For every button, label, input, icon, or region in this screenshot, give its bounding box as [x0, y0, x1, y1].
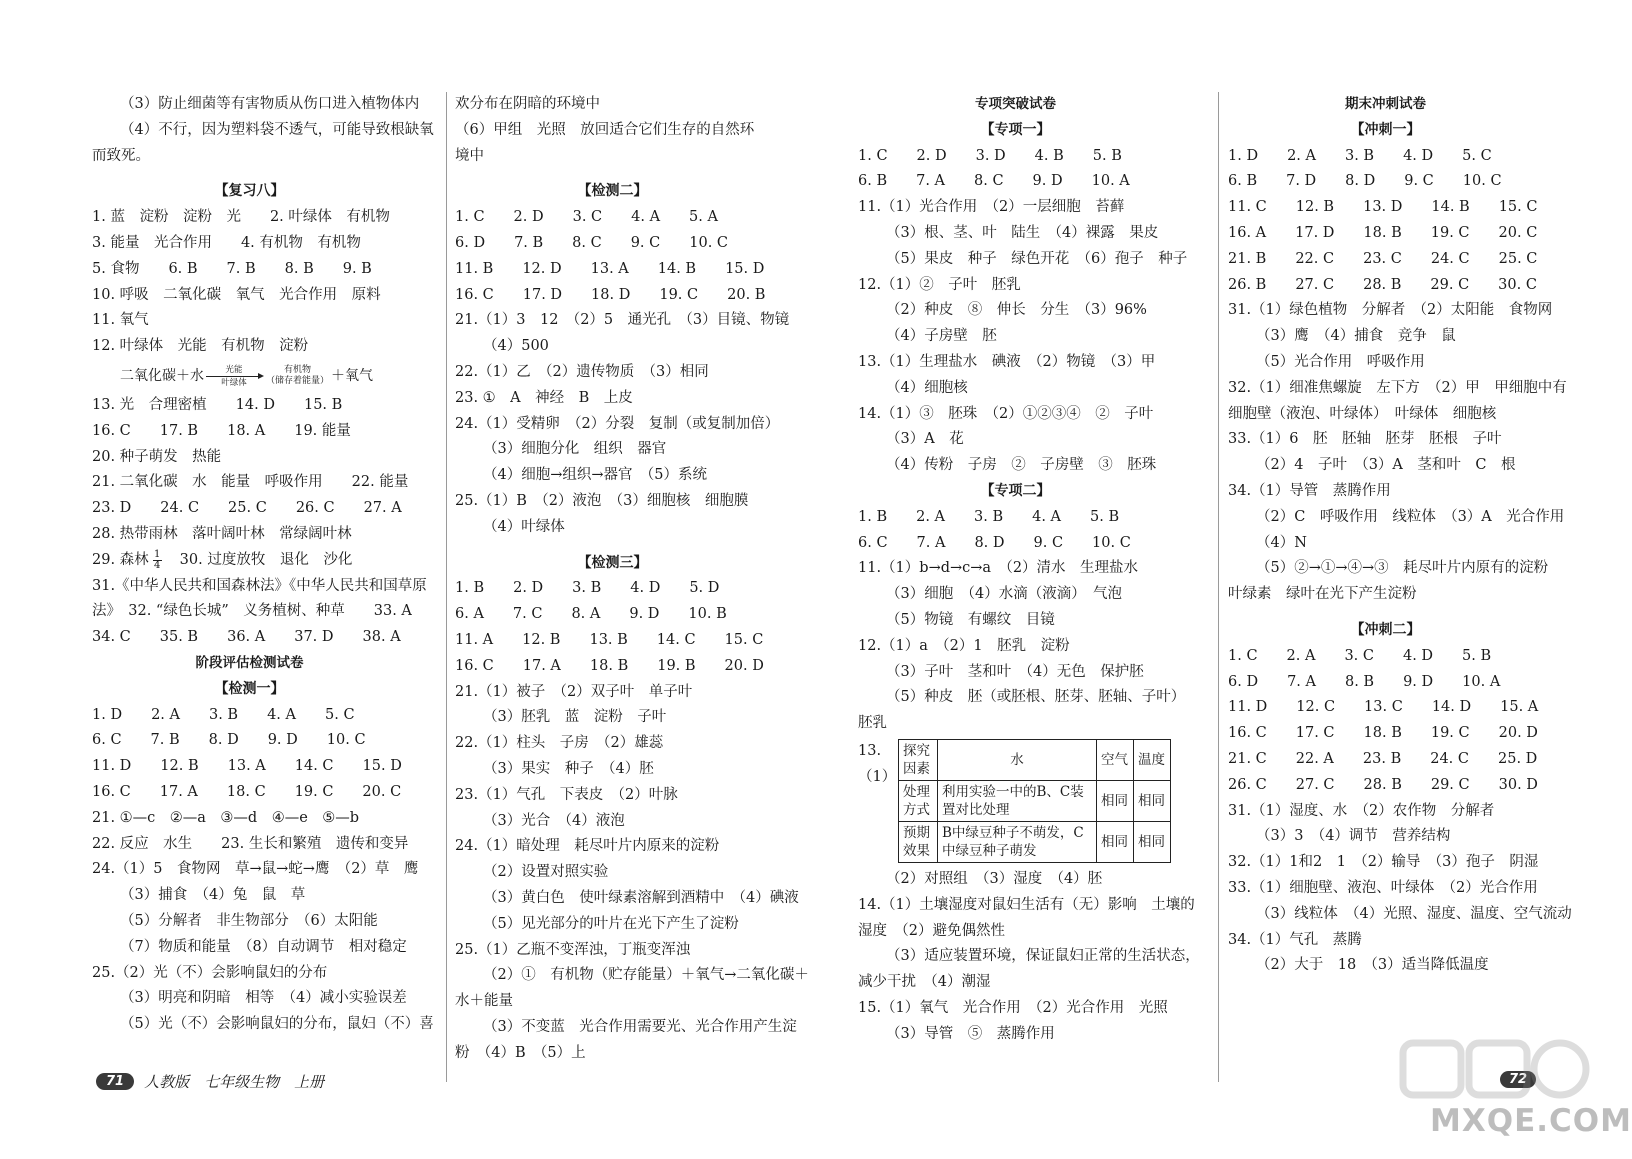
answer-line: （5）见光部分的叶片在光下产生了淀粉	[483, 915, 739, 932]
answer-line: （4）N	[1256, 534, 1307, 551]
answer-line: 粉 （4）B （5）上	[455, 1044, 586, 1061]
answer-line: 26. C 27. C 28. B 29. C 30. D	[1228, 776, 1538, 793]
answer-block	[92, 393, 437, 548]
formula-reactants: 二氧化碳＋水	[120, 367, 204, 384]
answer-line: （3）导管 ⑤ 蒸腾作用	[886, 1025, 1055, 1042]
answer-line: 31.《中华人民共和国森林法》《中华人民共和国草原	[92, 577, 427, 594]
answer-line: 22.（1）柱头 子房 （2）雄蕊	[455, 735, 664, 752]
fraction-denominator: 4	[153, 560, 161, 572]
answer-line: 16. C 17. D 18. D 19. C 20. B	[455, 286, 766, 303]
answer-line: 13. 光 合理密植 14. D 15. B	[92, 396, 343, 413]
table-header-cell: 探究因素	[899, 739, 938, 780]
answer-block	[1228, 824, 1573, 850]
table-cell: B中绿豆种子不萌发，C中绿豆种子萌发	[938, 821, 1097, 862]
answer-line: 34. C 35. B 36. A 37. D 38. A	[92, 629, 401, 646]
page-number-left: 71	[96, 1073, 134, 1090]
answer-block	[455, 757, 800, 783]
answer-line: 22. 反应 水生 23. 生长和繁殖 遗传和变异	[92, 835, 409, 852]
page-number-right: 72	[1500, 1071, 1536, 1088]
answer-block	[92, 92, 437, 169]
answer-line: （3）捕食 （4）兔 鼠 草	[120, 887, 306, 904]
photosynthesis-formula	[92, 360, 437, 393]
formula-product	[266, 365, 329, 387]
answer-line: 胚乳	[858, 715, 887, 732]
answer-line: （5）果皮 种子 绿色开花 （6）孢子 种子	[886, 250, 1188, 267]
answer-line: 11. A 12. B 13. B 14. C 15. C	[455, 631, 764, 648]
answer-block	[858, 582, 1203, 634]
page-footer	[96, 1071, 324, 1092]
section-title-special1: 【专项一】	[980, 121, 1051, 138]
answer-block	[455, 783, 800, 809]
section-title-test2: 【检测二】	[577, 183, 648, 200]
table-cell: 利用实验一中的B、C装置对比处理	[938, 780, 1097, 821]
answer-line: （4）叶绿体	[483, 518, 565, 535]
answer-line: 16. C 17. A 18. C 19. C 20. C	[92, 783, 402, 800]
answer-block	[858, 350, 1203, 376]
answer-block	[455, 1015, 800, 1041]
answer-block	[858, 376, 1203, 402]
answer-line: 16. A 17. D 18. B 19. C 20. C	[1228, 224, 1538, 241]
answer-line: 1. C 2. D 3. C 4. A 5. A	[455, 209, 718, 226]
answer-line: （4）细胞核	[886, 379, 968, 396]
experiment-table	[898, 739, 1171, 863]
answer-block	[1228, 902, 1573, 928]
answer-line: 1. D 2. A 3. B 4. D 5. C	[1228, 147, 1492, 164]
answer-line: 6. B 7. D 8. D 9. C 10. C	[1228, 173, 1502, 190]
answer-line: 21. ①—c ②—a ③—d ④—e ⑤—b	[92, 809, 360, 826]
answer-block	[455, 437, 800, 489]
answer-line: 13.（1）生理盐水 碘液 （2）物镜 （3）甲	[858, 353, 1156, 370]
answer-block	[1228, 324, 1573, 376]
answer-block	[1228, 644, 1573, 825]
answer-block	[1228, 144, 1573, 325]
table-row	[899, 821, 1171, 862]
answer-block	[858, 711, 1203, 737]
answer-line: （3）防止细菌等有害物质从伤口进入植物体内	[120, 96, 420, 112]
answer-line: 湿度 （2）避免偶然性	[858, 922, 1005, 939]
answer-block	[455, 834, 800, 860]
table-row	[899, 780, 1171, 821]
table-cell: 相同	[1134, 821, 1171, 862]
answer-line: 1. C 2. A 3. C 4. D 5. B	[1228, 647, 1492, 664]
answer-line: 1. D 2. A 3. B 4. A 5. C	[92, 706, 355, 723]
answer-line: 21. 二氧化碳 水 能量 呼吸作用 22. 能量	[92, 474, 409, 491]
answer-block	[455, 1041, 800, 1067]
answer-block	[1228, 453, 1573, 479]
answer-block	[1228, 582, 1573, 608]
answer-line: 12.（1）a （2）1 胚乳 淀粉	[858, 637, 1070, 654]
answer-block	[1228, 505, 1573, 582]
answer-line: （3）果实 种子 （4）胚	[483, 760, 654, 777]
section-title-sprint1: 【冲刺一】	[1350, 121, 1421, 138]
answer-column-2	[455, 92, 809, 1066]
answer-line: 1. B 2. D 3. B 4. D 5. D	[455, 580, 720, 597]
formula-arrow	[206, 365, 262, 388]
answer-line: 32.（1）1和2 1 （2）输导 （3）孢子 阴湿	[1228, 854, 1539, 871]
answer-line: （3）明亮和阴暗 相等 （4）减小实验误差	[120, 990, 407, 1007]
answer-line: 23.（1）气孔 下表皮 （2）叶脉	[455, 786, 678, 803]
section-title-review8: 【复习八】	[214, 183, 285, 200]
answer-line: （2）种皮 ⑧ 伸长 分生 （3）96%	[886, 302, 1147, 319]
table-cell: 相同	[1134, 780, 1171, 821]
special-test-title: 专项突破试卷	[975, 96, 1056, 112]
answer-line: 31.（1）绿色植物 分解者 （2）太阳能 食物网	[1228, 302, 1553, 319]
formula-product-top: 有机物	[284, 365, 312, 376]
answer-line: 24.（1）暗处理 耗尽叶片内原来的淀粉	[455, 838, 720, 855]
answer-block	[92, 883, 437, 960]
answer-block	[858, 970, 1203, 1022]
answer-line: （2）① 有机物（贮存能量）＋氧气→二氧化碳＋	[483, 967, 809, 984]
answer-line: （4）500	[483, 338, 549, 355]
table-header-cell: 水	[938, 739, 1097, 780]
answer-line: 22.（1）乙 （2）遗传物质 （3）相同	[455, 363, 709, 380]
answer-line: （3）子叶 茎和叶 （4）无色 保护胚	[886, 663, 1144, 680]
answer-line: （3）线粒体 （4）光照、湿度、温度、空气流动	[1256, 905, 1572, 922]
answer-line: （2）4 子叶 （3）A 茎和叶 C 根	[1256, 457, 1516, 474]
section-title-test3: 【检测三】	[577, 554, 648, 571]
answer-block	[455, 731, 800, 757]
answer-line: 31.（1）湿度、水 （2）农作物 分解者	[1228, 802, 1495, 819]
answer-line: 10. 呼吸 二氧化碳 氧气 光合作用 原料	[92, 286, 381, 303]
answer-line: 21.（1）3 12 （2）5 通光孔 （3）目镜、物镜	[455, 312, 790, 329]
answer-line: （3）黄白色 使叶绿素溶解到酒精中 （4）碘液	[483, 889, 799, 906]
answer-line: （3）细胞 （4）水滴（液滴） 气泡	[886, 586, 1122, 603]
answer-line: 16. C 17. C 18. B 19. C 20. D	[1228, 725, 1538, 742]
answer-line: 1. 蓝 淀粉 淀粉 光 2. 叶绿体 有机物	[92, 209, 390, 226]
formula-oxygen: ＋氧气	[331, 367, 374, 384]
answer-line: （6）甲组 光照 放回适合它们生存的自然环	[455, 121, 755, 138]
answer-block	[92, 703, 437, 884]
answer-line: 12. 叶绿体 光能 有机物 淀粉	[92, 338, 309, 355]
book-title: 人教版 七年级生物 上册	[144, 1073, 325, 1091]
answer-line: 5. 食物 6. B 7. B 8. B 9. B	[92, 260, 372, 277]
answer-block	[858, 298, 1203, 350]
answer-line: 11. 氧气	[92, 312, 149, 329]
answer-line: （5）光（不）会影响鼠妇的分布，鼠妇（不）喜	[120, 1016, 434, 1033]
answer-block	[858, 221, 1203, 273]
formula-product-bottom: （储存着能量）	[266, 376, 330, 387]
answer-block	[1228, 376, 1573, 453]
answer-column-1	[92, 92, 437, 1038]
answer-line: （5）种皮 胚（或胚根、胚芽、胚轴、子叶）	[886, 689, 1186, 706]
answer-line: （3）细胞分化 组织 器官	[483, 441, 667, 458]
answer-line: （3）光合 （4）液泡	[483, 812, 625, 829]
answer-block	[455, 515, 800, 541]
answer-line: 减少干扰 （4）潮湿	[858, 974, 991, 991]
answer-line: 1. B 2. A 3. B 4. A 5. B	[858, 508, 1120, 525]
answer-line: （2）C 呼吸作用 线粒体 （3）A 光合作用	[1256, 508, 1565, 525]
answer-line: 欢分布在阴暗的环境中	[455, 96, 600, 112]
answer-block	[455, 360, 800, 437]
answer-line: 11. D 12. B 13. A 14. C 15. D	[92, 758, 402, 775]
answer-line: 叶绿素 绿叶在光下产生淀粉	[1228, 586, 1417, 603]
answer-line: 21.（1）被子 （2）双子叶 单子叶	[455, 683, 693, 700]
answer-line: 33.（1）6 胚 胚轴 胚芽 胚根 子叶	[1228, 431, 1502, 448]
answer-line: （2）设置对照实验	[483, 864, 609, 881]
answer-block	[1228, 479, 1573, 505]
answer-line: 法》 32. “绿色长城” 义务植树、种草 33. A	[92, 603, 412, 620]
answer-line: 21. C 22. A 23. B 24. C 25. D	[1228, 750, 1538, 767]
answer-line: 境中	[455, 147, 484, 164]
watermark-text: MXQE.COM	[1430, 1103, 1632, 1139]
answer-29-prefix: 29. 森林	[92, 551, 149, 568]
answer-block	[455, 334, 800, 360]
answer-line: （3）不变蓝 光合作用需要光、光合作用产生淀	[483, 1018, 797, 1035]
answer-block	[858, 634, 1203, 660]
fraction-numerator: 1	[153, 549, 161, 561]
answer-block	[858, 893, 1203, 945]
section-title-test1: 【检测一】	[214, 680, 285, 697]
answer-block	[858, 867, 1203, 893]
answer-line-29	[92, 548, 437, 574]
answer-line: 26. B 27. C 28. B 29. C 30. C	[1228, 276, 1537, 293]
answer-line: （5）光合作用 呼吸作用	[1256, 353, 1425, 370]
answer-line: 11.（1）光合作用 （2）一层细胞 苔藓	[858, 199, 1125, 216]
answer-line: 6. D 7. A 8. B 9. D 10. A	[1228, 673, 1501, 690]
answer-line: 33.（1）细胞壁、液泡、叶绿体 （2）光合作用	[1228, 879, 1538, 896]
answer-line: 25.（1）B （2）液泡 （3）细胞核 细胞膜	[455, 492, 749, 509]
answer-block	[858, 273, 1203, 299]
answer-line: （3）A 花	[886, 431, 964, 448]
answer-line: 21. B 22. C 23. C 24. C 25. C	[1228, 250, 1538, 267]
table-cell: 相同	[1097, 780, 1134, 821]
answer-30: 30. 过度放牧 退化 沙化	[179, 551, 353, 568]
answer-line: （3）3 （4）调节 营养结构	[1256, 828, 1451, 845]
answer-line: 6. B 7. A 8. C 9. D 10. A	[858, 173, 1130, 190]
answer-line: 6. D 7. B 8. C 9. C 10. C	[455, 234, 729, 251]
answer-block	[1228, 928, 1573, 954]
answer-line: （4）子房壁 胚	[886, 328, 997, 345]
answer-line: 20. 种子萌发 热能	[92, 448, 222, 465]
section-title-sprint2: 【冲刺二】	[1350, 621, 1421, 638]
answer-line: 11. D 12. C 13. C 14. D 15. A	[1228, 699, 1539, 716]
answer-column-4	[1228, 92, 1573, 979]
answer-block	[455, 576, 800, 705]
answer-line: 28. 热带雨林 落叶阔叶林 常绿阔叶林	[92, 525, 352, 542]
answer-block	[92, 574, 437, 651]
answer-line: 15.（1）氧气 光合作用 （2）光合作用 光照	[858, 999, 1168, 1016]
answer-line: 34.（1）导管 蒸腾作用	[1228, 482, 1391, 499]
answer-line: （4）传粉 子房 ② 子房壁 ③ 胚珠	[886, 457, 1157, 474]
answer-block	[92, 986, 437, 1038]
answer-line: 水＋能量	[455, 993, 513, 1010]
answer-line: 细胞壁（液泡、叶绿体） 叶绿体 细胞核	[1228, 405, 1497, 422]
answer-line: （3）根、茎、叶 陆生 （4）裸露 果皮	[886, 224, 1159, 241]
answer-block	[1228, 850, 1573, 902]
answer-block	[858, 1022, 1203, 1048]
answer-line: （7）物质和能量 （8）自动调节 相对稳定	[120, 938, 407, 955]
answer-block	[1228, 953, 1573, 979]
answer-block	[858, 402, 1203, 428]
answer-line: （2）对照组 （3）湿度 （4）胚	[886, 870, 1103, 887]
section-title-special2: 【专项二】	[980, 482, 1051, 499]
answer-line: 34.（1）气孔 蒸腾	[1228, 931, 1362, 948]
stage-test-title: 阶段评估检测试卷	[195, 654, 304, 671]
answer-block	[455, 92, 800, 169]
answer-line: 14.（1）③ 胚珠 （2）①②③④ ② 子叶	[858, 405, 1154, 422]
answer-block	[858, 144, 1203, 221]
answer-line: （3）胚乳 蓝 淀粉 子叶	[483, 709, 667, 726]
table-cell: 预期效果	[899, 821, 938, 862]
table-header-row	[899, 739, 1171, 780]
answer-block	[455, 938, 800, 964]
column-divider	[446, 92, 447, 1082]
answer-line: 3. 能量 光合作用 4. 有机物 有机物	[92, 234, 361, 251]
answer-block	[455, 963, 809, 989]
answer-line: 1. C 2. D 3. D 4. B 5. B	[858, 147, 1122, 164]
answer-line: （5）②→①→④→③ 耗尽叶片内原有的淀粉	[1256, 560, 1549, 577]
answer-line: 16. C 17. B 18. A 19. 能量	[92, 422, 351, 439]
answer-line: 11. C 12. B 13. D 14. B 15. C	[1228, 199, 1538, 216]
answer-block	[858, 944, 1203, 970]
answer-block	[455, 489, 800, 515]
final-sprint-title: 期末冲刺试卷	[1345, 96, 1426, 112]
answer-block	[455, 860, 800, 937]
answer-line: 14.（1）土壤湿度对鼠妇生活有（无）影响 土壤的	[858, 896, 1195, 913]
answer-line: 6. A 7. C 8. A 9. D 10. B	[455, 606, 727, 623]
answer-block	[92, 205, 437, 360]
answer-line: 24.（1）受精卵 （2）分裂 复制（或复制加倍）	[455, 415, 780, 432]
answer-block	[455, 809, 800, 835]
table-header-cell: 空气	[1097, 739, 1134, 780]
answer-line: （5）分解者 非生物部分 （6）太阳能	[120, 912, 378, 929]
column-divider	[1218, 92, 1219, 1082]
answer-line: （3）鹰 （4）捕食 竞争 鼠	[1256, 328, 1456, 345]
answer-line: （4）不行，因为塑料袋不透气，可能导致根缺氧	[120, 121, 434, 138]
question-label: 13.（1）	[858, 742, 897, 785]
formula-condition-top: 光能	[225, 364, 243, 375]
answer-line: 23. D 24. C 25. C 26. C 27. A	[92, 500, 402, 517]
table-cell: 处理方式	[899, 780, 938, 821]
answer-block	[858, 505, 1203, 582]
answer-block	[455, 205, 800, 334]
answer-column-3	[858, 92, 1203, 1048]
fraction	[153, 550, 162, 571]
answer-line: 24.（1）5 食物网 草→鼠→蛇→鹰 （2）草 鹰	[92, 861, 419, 878]
answer-line: 25.（2）光（不）会影响鼠妇的分布	[92, 964, 328, 981]
answer-line: 16. C 17. A 18. B 19. B 20. D	[455, 657, 764, 674]
formula-condition-bottom: 叶绿体	[221, 377, 247, 388]
answer-block	[858, 427, 1203, 479]
answer-line: 32.（1）细准焦螺旋 左下方 （2）甲 甲细胞中有	[1228, 379, 1567, 396]
table-cell: 相同	[1097, 821, 1134, 862]
answer-line: （4）细胞→组织→器官 （5）系统	[483, 467, 707, 484]
answer-block	[455, 705, 800, 731]
answer-line: 11.（1）b→d→c→a （2）清水 生理盐水	[858, 560, 1139, 577]
answer-block	[858, 660, 1203, 712]
answer-line: 而致死。	[92, 147, 150, 164]
answer-line: 11. B 12. D 13. A 14. B 15. D	[455, 260, 765, 277]
answer-line: 6. C 7. B 8. D 9. D 10. C	[92, 732, 366, 749]
table-header-cell: 温度	[1134, 739, 1171, 780]
answer-line: （3）适应装置环境，保证鼠妇正常的生活状态，	[886, 948, 1200, 965]
answer-line: 6. C 7. A 8. D 9. C 10. C	[858, 534, 1131, 551]
answer-line: 23. ① A 神经 B 上皮	[455, 389, 633, 406]
experiment-question	[858, 739, 1203, 863]
answer-line: （2）大于 18 （3）适当降低温度	[1256, 957, 1489, 974]
answer-block	[455, 989, 800, 1015]
answer-line: 25.（1）乙瓶不变浑浊，丁瓶变浑浊	[455, 941, 691, 958]
answer-line: （5）物镜 有螺纹 目镜	[886, 611, 1055, 628]
answer-line: 12.（1）② 子叶 胚乳	[858, 276, 1021, 293]
